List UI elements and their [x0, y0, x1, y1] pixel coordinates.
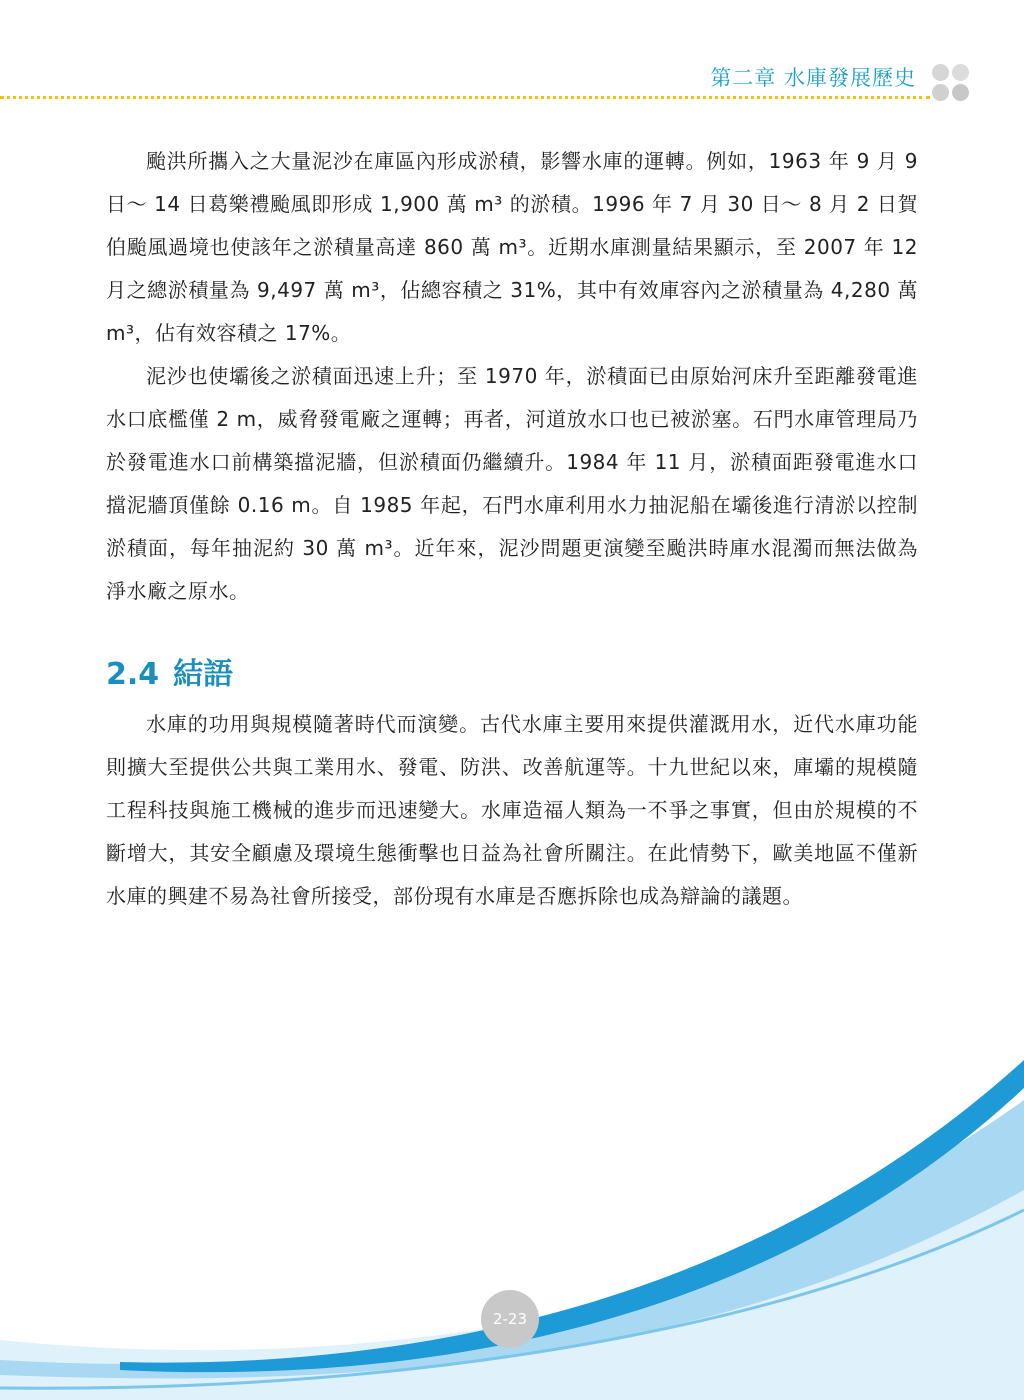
page-body — [106, 140, 918, 918]
body-paragraph-1: 颱洪所攜入之大量泥沙在庫區內形成淤積，影響水庫的運轉。例如，1963 年 9 月 9 日～ 14 日葛樂禮颱風即形成 1,900 萬 m³ 的淤積。1996 年 7 月 30 日～ 8 月 2 日賀伯颱風過境也使該年之淤積量高達 860 萬 m³。近期水庫測量結果顯示，至 2007 年 12 月之總淤積量為 9,497 萬 m³，佔總容積之 31%，其中有效庫容內之淤積量為 4,280 萬 m³，佔有效容積之 17%。 — [106, 149, 918, 345]
chapter-title: 第二章 水庫發展歷史 — [710, 66, 916, 90]
section-paragraph: 水庫的功用與規模隨著時代而演變。古代水庫主要用來提供灌溉用水，近代水庫功能則擴大至提供公共與工業用水、發電、防洪、改善航運等。十九世紀以來，庫壩的規模隨工程科技與施工機械的進步而迅速變大。水庫造福人類為一不爭之事實，但由於規模的不斷增大，其安全顧慮及環境生態衝擊也日益為社會所關注。在此情勢下，歐美地區不僅新水庫的興建不易為社會所接受，部份現有水庫是否應拆除也成為辯論的議題。 — [106, 712, 918, 908]
section-heading — [106, 655, 918, 695]
dot — [952, 84, 969, 101]
dot — [932, 84, 949, 101]
body-paragraph-2: 泥沙也使壩後之淤積面迅速上升；至 1970 年，淤積面已由原始河床升至距離發電進水口底檻僅 2 m，威脅發電廠之運轉；再者，河道放水口也已被淤塞。石門水庫管理局乃於發電進水口前構築擋泥牆，但淤積面仍繼續升。1984 年 11 月，淤積面距發電進水口擋泥牆頂僅餘 0.16 m。自 1985 年起，石門水庫利用水力抽泥船在壩後進行清淤以控制淤積面，每年抽泥約 30 萬 m³。近年來，泥沙問題更演變至颱洪時庫水混濁而無法做為淨水廠之原水。 — [106, 364, 918, 603]
page-number-badge: 2-23 — [481, 1290, 539, 1348]
dot — [952, 64, 969, 81]
page-header — [0, 0, 1024, 110]
dot — [932, 64, 949, 81]
header-dotted-rule — [0, 96, 930, 99]
section-title: 結語 — [173, 657, 234, 692]
decorative-dots-icon — [932, 64, 970, 102]
section-number: 2.4 — [106, 657, 160, 692]
